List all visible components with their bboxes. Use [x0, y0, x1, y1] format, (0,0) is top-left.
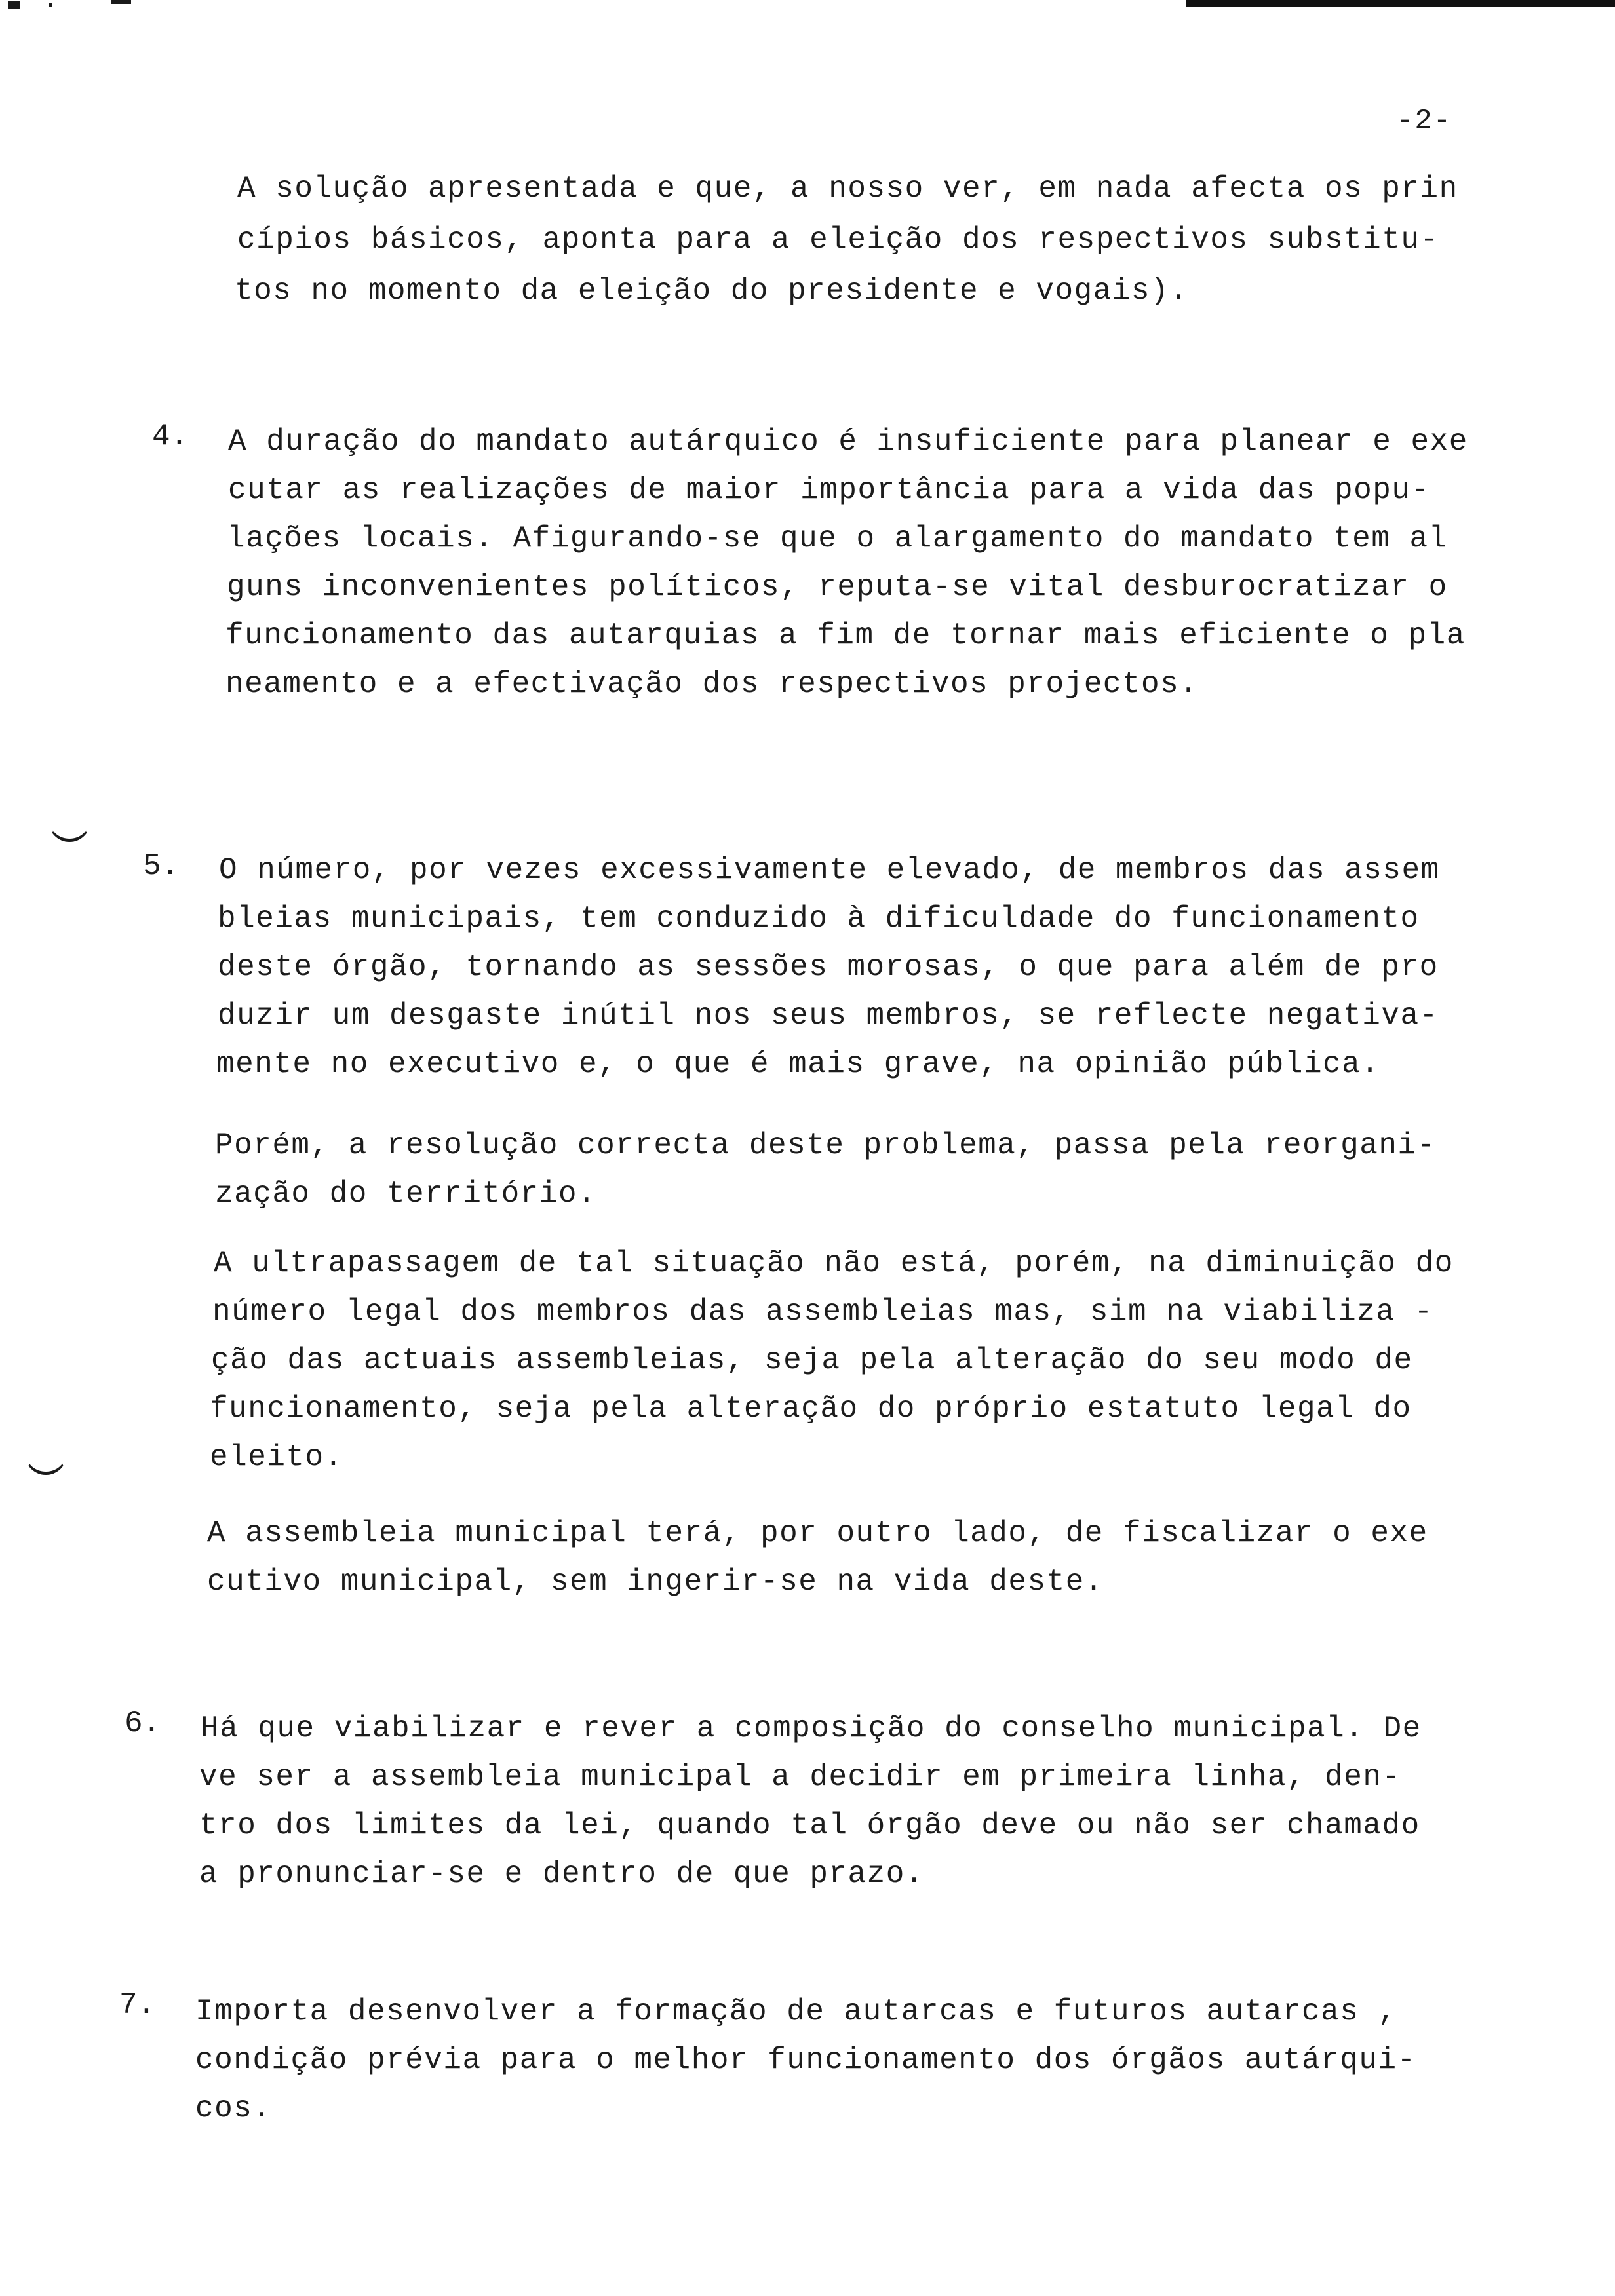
item-5-line: A assembleia municipal terá, por outro lado, de fiscalizar o exe — [207, 1516, 1428, 1550]
item-5-line: eleito. — [210, 1440, 343, 1474]
item-7-line: Importa desenvolver a formação de autarcas e futuros autarcas , — [195, 1995, 1397, 2029]
item-5-line: zação do território. — [215, 1177, 597, 1211]
item-5-line: cutivo municipal, sem ingerir-se na vida deste. — [207, 1565, 1104, 1599]
item-5-line: mente no executivo e, o que é mais grave, na opinião pública. — [216, 1047, 1380, 1081]
intro-line: tos no momento da eleição do presidente e vogais). — [235, 274, 1189, 308]
item-7-line: condição prévia para o melhor funcionamento dos órgãos autárqui- — [195, 2043, 1416, 2077]
item-5-line: funcionamento, seja pela alteração do próprio estatuto legal do — [210, 1392, 1412, 1426]
item-4-line: A duração do mandato autárquico é insuficiente para planear e exe — [228, 425, 1468, 459]
item-5-line: O número, por vezes excessivamente elevado, de membros das assem — [219, 853, 1440, 887]
item-7-line: cos. — [195, 2092, 272, 2126]
item-4-line: cutar as realizações de maior importância para a vida das popu- — [228, 473, 1430, 507]
item-4-line: guns inconvenientes políticos, reputa-se vital desburocratizar o — [227, 570, 1448, 604]
item-5-line: número legal dos membros das assembleias mas, sim na viabiliza - — [212, 1295, 1433, 1329]
top-edge-rule — [1186, 0, 1615, 7]
item-number: 4. — [152, 419, 189, 453]
scan-mark — [111, 0, 131, 4]
binder-mark — [49, 816, 90, 842]
item-number: 7. — [119, 1988, 156, 2022]
item-number: 6. — [125, 1706, 161, 1740]
item-6-line: ve ser a assembleia municipal a decidir em primeira linha, den- — [199, 1760, 1401, 1794]
item-5-line: ção das actuais assembleias, seja pela alteração do seu modo de — [211, 1343, 1413, 1377]
intro-line: A solução apresentada e que, a nosso ver, em nada afecta os prin — [237, 172, 1458, 206]
item-number: 5. — [143, 849, 180, 883]
item-5-line: deste órgão, tornando as sessões morosas, o que para além de pro — [218, 950, 1439, 984]
item-5-line: Porém, a resolução correcta deste problema, passa pela reorgani- — [215, 1128, 1436, 1162]
intro-line: cípios básicos, aponta para a eleição dos respectivos substitu- — [237, 223, 1439, 257]
page-number: -2- — [1396, 105, 1452, 138]
scan-mark — [49, 3, 52, 7]
binder-mark — [25, 1449, 67, 1475]
item-4-line: neamento e a efectivação dos respectivos projectos. — [225, 667, 1199, 701]
scan-mark — [8, 1, 20, 9]
item-6-line: a pronunciar-se e dentro de que prazo. — [199, 1857, 924, 1891]
item-6-line: Há que viabilizar e rever a composição do conselho municipal. De — [201, 1712, 1422, 1746]
item-4-line: funcionamento das autarquias a fim de tornar mais eficiente o pla — [225, 619, 1466, 653]
item-5-line: A ultrapassagem de tal situação não está, porém, na diminuição do — [214, 1246, 1454, 1280]
item-4-line: lações locais. Afigurando-se que o alargamento do mandato tem al — [227, 522, 1448, 556]
item-5-line: duzir um desgaste inútil nos seus membros, se reflecte negativa- — [218, 999, 1439, 1033]
item-5-line: bleias municipais, tem conduzido à dificuldade do funcionamento — [218, 902, 1420, 936]
item-6-line: tro dos limites da lei, quando tal órgão deve ou não ser chamado — [199, 1808, 1420, 1843]
